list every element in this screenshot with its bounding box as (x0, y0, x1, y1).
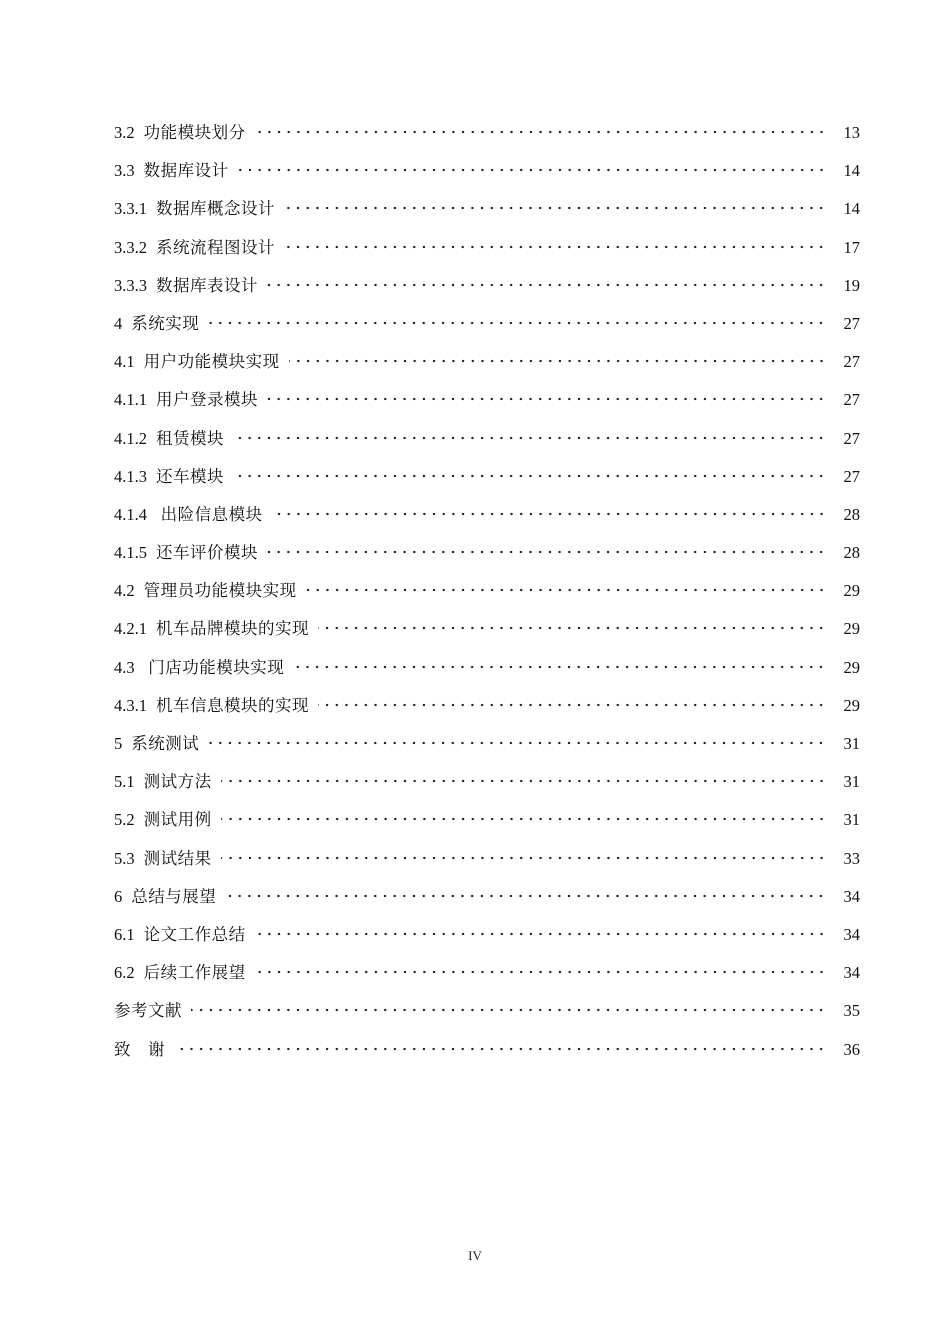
toc-dot-leader (255, 927, 826, 941)
toc-entry-page-number: 31 (843, 772, 860, 792)
toc-entry-page-number: 13 (843, 123, 860, 142)
toc-entry-title: 出险信息模块 (156, 504, 263, 524)
toc-entry-page-number: 35 (843, 1001, 860, 1021)
toc-entry-number: 5.2 (114, 810, 135, 830)
toc-entry[interactable] (114, 309, 860, 347)
toc-entry-page-number: 29 (843, 695, 860, 715)
toc-dot-leader (221, 851, 826, 865)
toc-entry-number: 3.3.1 (114, 199, 147, 219)
toc-entry-page-number: 28 (843, 543, 860, 563)
toc-entry-number: 5.1 (114, 772, 135, 792)
toc-entry-number: 4.1 (114, 352, 135, 372)
toc-entry-page-number: 29 (843, 619, 860, 639)
toc-dot-leader (255, 965, 826, 979)
toc-entry[interactable] (114, 385, 860, 423)
toc-entry-number: 4.3.1 (114, 695, 147, 715)
toc-entry-number: 4.2.1 (114, 619, 147, 639)
toc-entry-title: 门店功能模块实现 (143, 657, 285, 677)
toc-entry-page-number: 28 (843, 504, 860, 524)
toc-entry-number: 6.1 (114, 924, 135, 944)
toc-entry-page-number: 27 (843, 390, 860, 410)
toc-entry[interactable] (114, 347, 860, 385)
toc-entry-page-number: 34 (843, 963, 860, 983)
toc-entry-number: 4.1.1 (114, 390, 147, 410)
toc-entry-page-number: 27 (843, 428, 860, 448)
toc-dot-leader (255, 125, 826, 139)
toc-entry-title: 系统测试 (131, 734, 200, 753)
toc-dot-leader (267, 278, 826, 292)
toc-entry-title: 测试用例 (143, 810, 212, 830)
toc-entry[interactable] (114, 271, 860, 309)
toc-entry-number: 5.3 (114, 848, 135, 868)
toc-dot-leader (233, 469, 826, 483)
toc-entry-title: 参考文献 (114, 1001, 182, 1021)
toc-entry-number: 3.3.3 (114, 275, 147, 295)
toc-entry[interactable] (114, 882, 860, 920)
toc-entry-number: 4.1.2 (114, 428, 147, 448)
toc-entry-page-number: 31 (843, 810, 860, 830)
toc-entry[interactable] (114, 462, 860, 500)
toc-entry[interactable] (114, 500, 860, 538)
toc-entry[interactable] (114, 118, 860, 156)
toc-entry[interactable] (114, 958, 860, 996)
toc-entry-number: 3.3.2 (114, 237, 147, 257)
toc-entry-title: 功能模块划分 (143, 123, 246, 142)
toc-dot-leader (306, 583, 826, 597)
toc-entry-title: 论文工作总结 (143, 924, 246, 944)
toc-entry-page-number: 33 (843, 848, 860, 868)
toc-entry-number: 4.3 (114, 657, 135, 677)
toc-entry-number: 4 (114, 313, 123, 333)
toc-dot-leader (284, 201, 826, 215)
toc-entry[interactable] (114, 729, 860, 767)
toc-entry-number: 6.2 (114, 963, 135, 983)
toc-entry-title: 机车信息模块的实现 (156, 695, 309, 715)
toc-entry[interactable] (114, 424, 860, 462)
toc-entry[interactable] (114, 691, 860, 729)
toc-entry-number: 6 (114, 886, 123, 906)
toc-entry[interactable] (114, 1035, 860, 1073)
toc-entry[interactable] (114, 233, 860, 271)
toc-entry-title: 后续工作展望 (143, 963, 246, 983)
toc-entry[interactable] (114, 653, 860, 691)
toc-dot-leader (208, 736, 826, 750)
toc-entry[interactable] (114, 920, 860, 958)
toc-entry-title: 还车模块 (156, 466, 224, 486)
table-of-contents (114, 118, 860, 1073)
toc-entry-title: 管理员功能模块实现 (143, 581, 297, 601)
toc-dot-leader (293, 660, 826, 674)
toc-entry-number: 4.1.3 (114, 466, 147, 486)
toc-entry-title: 数据库设计 (143, 161, 229, 181)
toc-entry-page-number: 29 (843, 657, 860, 677)
toc-entry-title: 数据库表设计 (156, 275, 258, 295)
toc-entry-title: 还车评价模块 (156, 543, 258, 563)
toc-entry-title: 租赁模块 (156, 428, 224, 448)
toc-dot-leader (174, 1042, 826, 1056)
toc-entry-number: 3.3 (114, 161, 135, 181)
toc-entry-title: 总结与展望 (131, 886, 217, 906)
toc-entry[interactable] (114, 614, 860, 652)
toc-dot-leader (221, 812, 826, 826)
toc-entry-number: 4.1.5 (114, 543, 147, 563)
toc-dot-leader (267, 545, 826, 559)
toc-dot-leader (225, 889, 826, 903)
toc-dot-leader (284, 240, 826, 254)
toc-entry-page-number: 34 (843, 924, 860, 944)
toc-entry-page-number: 34 (843, 886, 860, 906)
toc-entry-title: 系统流程图设计 (156, 237, 275, 257)
toc-entry-title: 用户登录模块 (156, 390, 258, 410)
toc-entry-title: 机车品牌模块的实现 (156, 619, 309, 639)
toc-entry-title: 数据库概念设计 (156, 199, 275, 219)
toc-entry[interactable] (114, 576, 860, 614)
toc-entry[interactable] (114, 844, 860, 882)
toc-entry-number: 4.2 (114, 581, 135, 601)
toc-dot-leader (318, 698, 826, 712)
toc-entry[interactable] (114, 156, 860, 194)
toc-entry-page-number: 14 (843, 161, 860, 181)
toc-entry-page-number: 36 (843, 1039, 860, 1059)
toc-dot-leader (238, 163, 826, 177)
toc-entry[interactable] (114, 805, 860, 843)
toc-entry[interactable] (114, 996, 860, 1034)
toc-entry-page-number: 27 (843, 466, 860, 486)
toc-entry[interactable] (114, 538, 860, 576)
toc-entry-title: 致 谢 (114, 1039, 165, 1059)
toc-dot-leader (272, 507, 826, 521)
toc-dot-leader (267, 392, 826, 406)
toc-dot-leader (318, 621, 826, 635)
toc-entry-page-number: 27 (843, 352, 860, 372)
toc-entry-number: 4.1.4 (114, 504, 147, 524)
toc-entry-page-number: 31 (843, 734, 860, 753)
toc-dot-leader (289, 354, 826, 368)
toc-entry[interactable] (114, 194, 860, 232)
toc-entry-title: 用户功能模块实现 (143, 352, 280, 372)
toc-entry-number: 5 (114, 734, 123, 753)
toc-dot-leader (208, 316, 826, 330)
page-number-footer: IV (468, 1248, 482, 1263)
toc-entry-page-number: 17 (843, 237, 860, 257)
toc-entry-page-number: 29 (843, 581, 860, 601)
toc-dot-leader (221, 774, 826, 788)
toc-entry-number: 3.2 (114, 123, 135, 142)
toc-entry-title: 系统实现 (131, 313, 200, 333)
toc-entry-title: 测试结果 (143, 848, 212, 868)
toc-entry[interactable] (114, 767, 860, 805)
toc-entry-page-number: 27 (843, 313, 860, 333)
toc-dot-leader (233, 431, 826, 445)
toc-entry-title: 测试方法 (143, 772, 212, 792)
toc-entry-page-number: 19 (843, 275, 860, 295)
toc-entry-page-number: 14 (843, 199, 860, 219)
toc-dot-leader (191, 1003, 826, 1017)
